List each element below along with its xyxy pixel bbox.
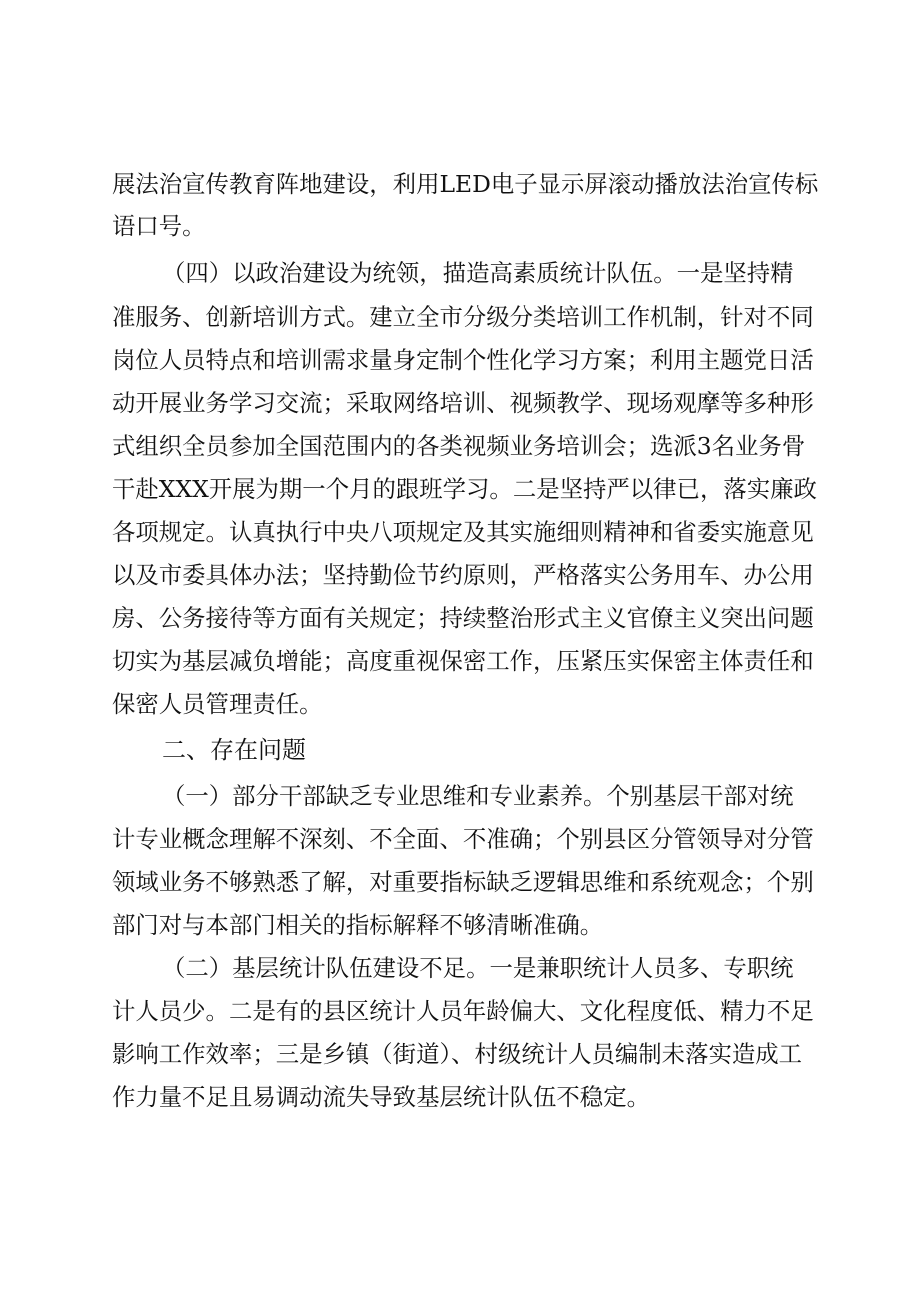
paragraph-line: 切实为基层减负增能；高度重视保密工作，压紧压实保密主体责任和	[112, 647, 814, 675]
paragraph-line: 计专业概念理解不深刻、不全面、不准确；个别县区分管领导对分管	[112, 825, 814, 853]
paragraph-line: 动开展业务学习交流；采取网络培训、视频教学、现场观摩等多种形	[112, 389, 814, 417]
paragraph-line: 领域业务不够熟悉了解，对重要指标缺乏逻辑思维和系统观念；个别	[112, 868, 814, 896]
paragraph-line: （二）基层统计队伍建设不足。一是兼职统计人员多、专职统	[162, 954, 794, 982]
paragraph-line: （四）以政治建设为统领，描造高素质统计队伍。一是坚持精	[162, 259, 794, 287]
paragraph-line: 房、公务接待等方面有关规定；持续整治形式主义官僚主义突出问题	[112, 604, 814, 632]
paragraph-line: 以及市委具体办法；坚持勤俭节约原则，严格落实公务用车、办公用	[112, 561, 814, 589]
section-heading: 二、存在问题	[162, 736, 306, 764]
paragraph-line: 部门对与本部门相关的指标解释不够清晰准确。	[112, 911, 604, 939]
paragraph-line: 计人员少。二是有的县区统计人员年龄偏大、文化程度低、精力不足	[112, 997, 814, 1025]
paragraph-line: 作力量不足且易调动流失导致基层统计队伍不稳定。	[112, 1083, 650, 1111]
paragraph-line: 准服务、创新培训方式。建立全市分级分类培训工作机制，针对不同	[112, 303, 814, 331]
paragraph-line: 干赴XXX开展为期一个月的跟班学习。二是坚持严以律已，落实廉政	[112, 475, 817, 503]
paragraph-line: 式组织全员参加全国范围内的各类视频业务培训会；选派3名业务骨	[112, 432, 806, 460]
paragraph-line: 展法治宣传教育阵地建设，利用LED电子显示屏滚动播放法治宣传标	[112, 170, 819, 198]
paragraph-line: 各项规定。认真执行中央八项规定及其实施细则精神和省委实施意见	[112, 518, 814, 546]
paragraph-line: 岗位人员特点和培训需求量身定制个性化学习方案；利用主题党日活	[112, 346, 814, 374]
paragraph-line: 保密人员管理责任。	[112, 690, 323, 718]
paragraph-line: 影响工作效率；三是乡镇（街道）、村级统计人员编制未落实造成工	[112, 1040, 803, 1068]
paragraph-line: （一）部分干部缺乏专业思维和专业素养。个别基层干部对统	[162, 782, 794, 810]
paragraph-line: 语口号。	[112, 212, 206, 240]
